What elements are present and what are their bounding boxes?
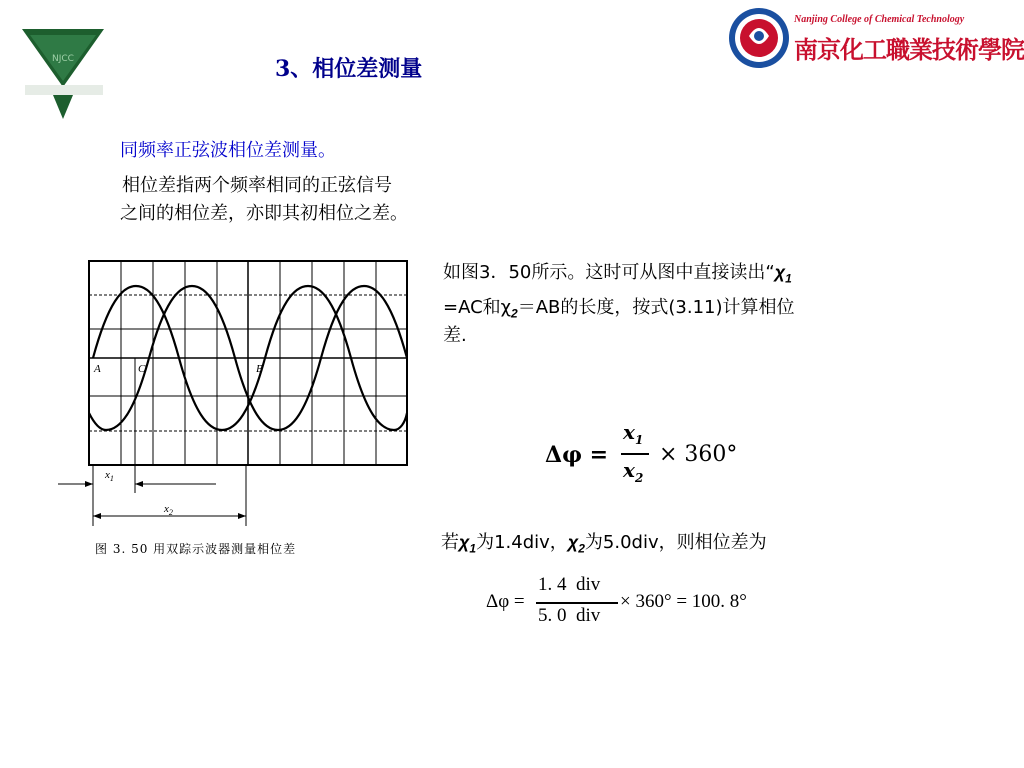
example-x1: χ	[459, 532, 470, 552]
phase-formula	[545, 420, 805, 490]
example-x2: χ	[567, 532, 579, 552]
explanation-line-1	[443, 258, 963, 293]
college-seal-icon	[727, 6, 791, 70]
figure-caption: 图 3. 50 用双踪示波器测量相位差	[95, 542, 297, 556]
example-prefix: 若	[441, 532, 459, 553]
x1-symbol: χ	[774, 262, 786, 282]
example-mid-2: 为5.0div，则相位差为	[584, 532, 767, 553]
explanation-text-2b: ＝AB的长度，按式(3.11)计算相位	[517, 297, 795, 318]
explanation-line-2	[443, 294, 795, 328]
college-name-en: Nanjing College of Chemical Technology	[794, 14, 965, 25]
label-x2-sub: 2	[168, 508, 173, 517]
explanation-text-1: 如图3．50所示。这时可从图中直接读出“	[443, 262, 775, 283]
denominator-sub: 2	[634, 471, 644, 485]
svg-text:NJCC: NJCC	[52, 54, 74, 64]
green-triangle-emblem-icon	[20, 27, 106, 119]
explanation-line-3: 差.	[443, 325, 467, 346]
label-a: A	[94, 363, 101, 375]
result-fraction-bar	[536, 602, 618, 604]
formula-fraction-bar	[621, 453, 649, 455]
denominator-var: x	[623, 458, 635, 482]
svg-text:x2	[163, 503, 173, 517]
example-mid-1: 为1.4div，	[476, 532, 568, 553]
slide-title: 3、相位差测量	[275, 56, 423, 82]
result-lhs: Δφ =	[486, 591, 525, 612]
formula-rhs: × 360°	[659, 442, 738, 467]
x2-sub: 2	[511, 306, 518, 321]
result-numerator: 1. 4 div	[538, 574, 601, 595]
result-denominator: 5. 0 div	[538, 605, 601, 626]
label-c: C	[138, 363, 146, 375]
explanation-text-2a: =AC和χ	[443, 297, 512, 318]
result-formula	[486, 574, 786, 634]
college-name-cn: 南京化工職業技術學院	[794, 35, 1024, 64]
description-line-1: 相位差指两个频率相同的正弦信号	[122, 175, 392, 196]
result-rhs: × 360° = 100. 8°	[620, 591, 747, 612]
formula-denominator	[623, 458, 643, 485]
formula-numerator	[623, 420, 643, 447]
numerator-sub: 1	[634, 433, 644, 447]
label-b: B	[256, 363, 263, 375]
example-x2-sub: 2	[578, 541, 585, 556]
subtitle: 同频率正弦波相位差测量。	[120, 140, 336, 161]
college-logo	[727, 6, 1024, 70]
example-line	[441, 528, 767, 556]
formula-lhs: Δφ =	[545, 442, 609, 468]
numerator-var: x	[623, 420, 635, 444]
description-line-2: 之间的相位差，亦即其初相位之差。	[120, 203, 408, 224]
example-x1-sub: 1	[469, 541, 477, 556]
oscilloscope-figure	[56, 258, 416, 528]
label-x2: x	[164, 503, 169, 515]
x1-sub: 1	[785, 271, 792, 286]
svg-text:x1	[104, 469, 114, 483]
label-x1-sub: 1	[109, 474, 114, 483]
label-x1: x	[105, 469, 110, 481]
